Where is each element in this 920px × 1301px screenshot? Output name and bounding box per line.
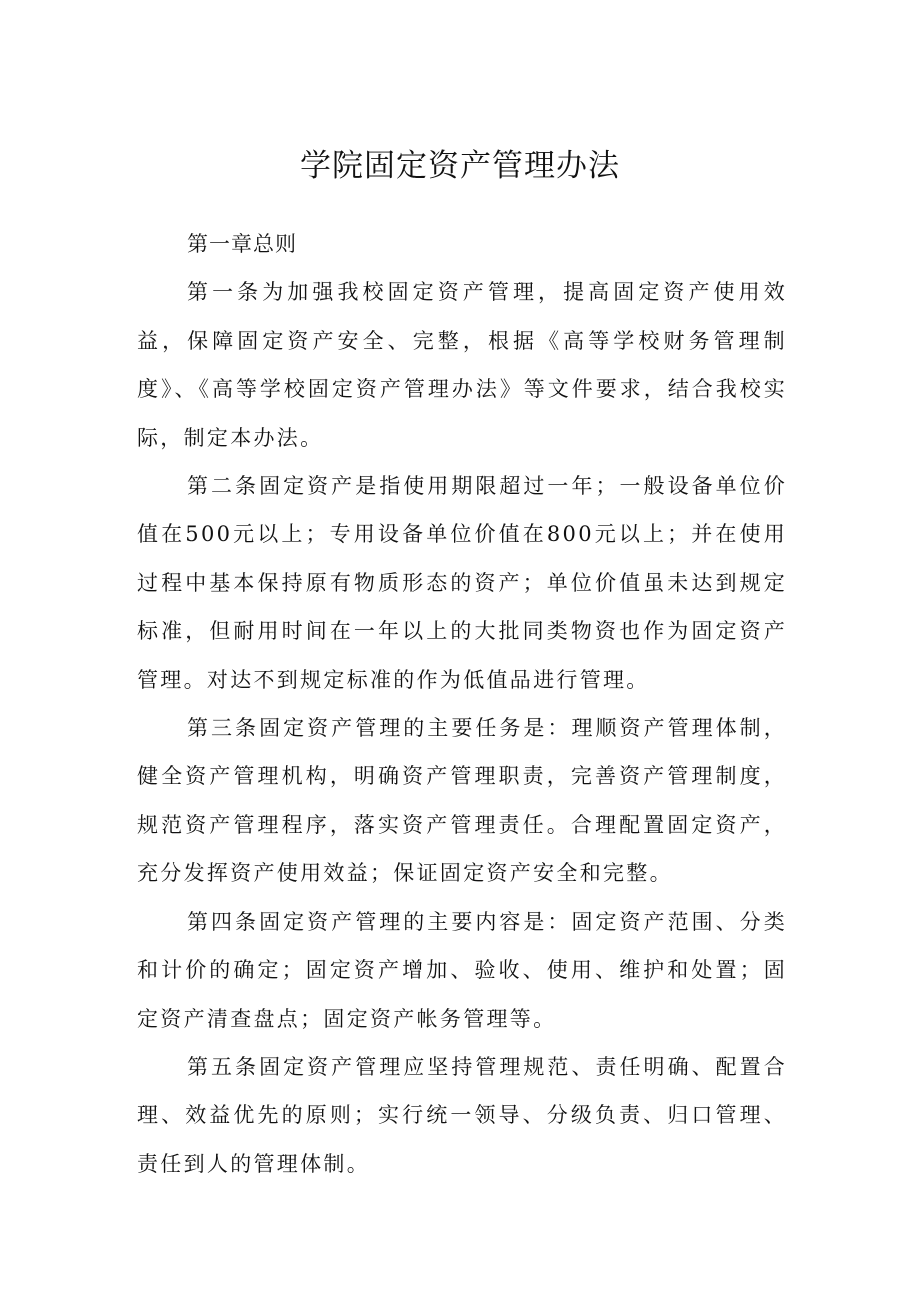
document-body: [137, 220, 787, 1188]
article-4-paragraph: 第四条固定资产管理的主要内容是：固定资产范围、分类和计价的确定；固定资产增加、验收、使用、维护和处置；固定资产清查盘点；固定资产帐务管理等。: [137, 909, 787, 1031]
article-5-paragraph: 第五条固定资产管理应坚持管理规范、责任明确、配置合理、效益优先的原则；实行统一领导、分级负责、归口管理、责任到人的管理体制。: [137, 1054, 787, 1176]
article-1-paragraph: 第一条为加强我校固定资产管理，提高固定资产使用效益，保障固定资产安全、完整，根据《高等学校财务管理制度》、《高等学校固定资产管理办法》等文件要求，结合我校实际，制定本办法。: [137, 280, 787, 450]
article-2-paragraph: 第二条固定资产是指使用期限超过一年；一般设备单位价值在500元以上；专用设备单位价值在800元以上；并在使用过程中基本保持原有物质形态的资产；单位价值虽未达到规定标准，但耐用时间在一年以上的大批同类物资也作为固定资产管理。对达不到规定标准的作为低值品进行管理。: [137, 474, 787, 692]
chapter-heading: 第一章总则: [187, 232, 297, 256]
document-title: 学院固定资产管理办法: [300, 148, 620, 184]
article-3-paragraph: 第三条固定资产管理的主要任务是：理顺资产管理体制，健全资产管理机构，明确资产管理职责，完善资产管理制度，规范资产管理程序，落实资产管理责任。合理配置固定资产，充分发挥资产使用效益；保证固定资产安全和完整。: [137, 716, 787, 886]
